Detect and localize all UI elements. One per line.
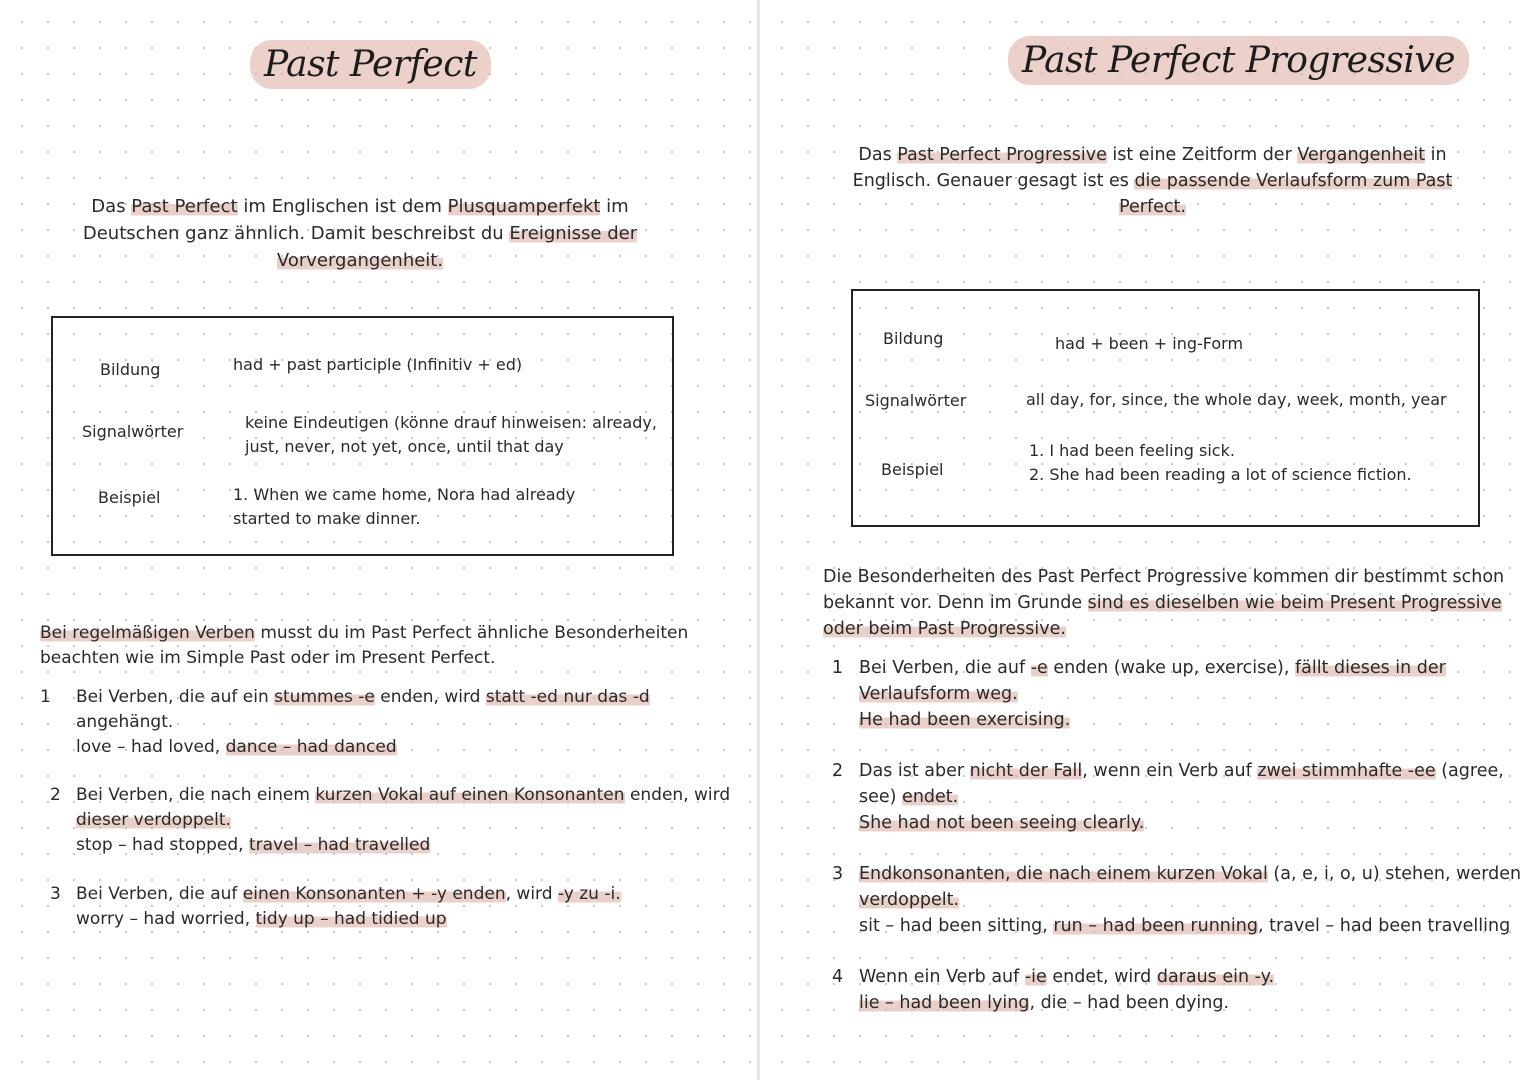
highlight: Verlaufsform weg. — [859, 684, 1018, 704]
highlight: She had not been seeing clearly. — [859, 813, 1145, 833]
rule-number: 4 — [832, 967, 844, 987]
intro-line — [830, 194, 1475, 220]
intro-paragraph — [40, 193, 680, 274]
left-page — [0, 0, 757, 1080]
rule-item — [40, 882, 720, 937]
rule-item — [832, 964, 1512, 1019]
title-highlight: Past Perfect Progressive — [1008, 36, 1469, 85]
rule-body: Bei Verben, die nach einem kurzen Vokal auf einen Konsonanten enden, wird dieser verdoppelt. stop – had stopped, travel – had travelled — [76, 785, 731, 855]
signal-label: Signalwörter — [82, 422, 184, 441]
highlight: Ereignisse der — [509, 223, 638, 244]
highlight: Vorvergangenheit. — [276, 250, 444, 271]
signal-value: keine Eindeutigen (könne drauf hinweisen: already, just, never, not yet, once, until that day — [245, 413, 657, 456]
bildung-label: Bildung — [883, 329, 944, 348]
rule-body: Bei Verben, die auf ein stummes -e enden, wird statt -ed nur das -d angehängt. love – had loved, dance – had danced — [76, 687, 650, 757]
signal-label: Signalwörter — [865, 391, 967, 410]
highlight: fällt dieses in der — [1294, 658, 1446, 678]
rule-number: 2 — [50, 785, 61, 805]
rule-number: 1 — [40, 687, 51, 707]
highlight: kurzen Vokal auf einen Konsonanten — [315, 785, 625, 805]
beispiel-label: Beispiel — [98, 488, 161, 507]
title-highlight: Past Perfect — [250, 40, 491, 89]
highlight: -e — [1030, 658, 1048, 678]
highlight: verdoppelt. — [859, 890, 960, 910]
page-title — [1008, 40, 1469, 81]
rule-item — [832, 758, 1522, 838]
rule-item — [40, 783, 740, 863]
rule-body: Bei Verben, die auf einen Konsonanten + -y enden, wird -y zu -i. worry – had worried, tidy up – had tidied up — [76, 884, 621, 929]
intro-line: Das Past Perfect im Englischen ist dem Plusquamperfekt im — [91, 196, 629, 217]
highlight: lie – had been lying — [859, 993, 1030, 1013]
rule-item — [832, 861, 1522, 941]
highlight: nicht der Fall — [969, 761, 1083, 781]
rules-intro — [40, 621, 688, 671]
rule-number: 3 — [832, 864, 844, 884]
intro-line: Das Past Perfect Progressive ist eine Zeitform der Vergangenheit in — [858, 145, 1447, 165]
highlight: dance – had danced — [225, 737, 397, 757]
highlight: Vergangenheit — [1297, 145, 1426, 165]
rules-intro-line: beachten wie im Simple Past oder im Present Perfect. — [40, 648, 496, 668]
highlight: run – had been running — [1053, 916, 1258, 936]
highlight: dieser verdoppelt. — [76, 810, 231, 830]
highlight: stummes -e — [274, 687, 375, 707]
grammar-table — [851, 289, 1480, 527]
rules-intro-line: bekannt vor. Denn im Grunde sind es dieselben wie beim Present Progressive — [823, 593, 1502, 613]
rule-body: Wenn ein Verb auf -ie endet, wird daraus ein -y. lie – had been lying, die – had been dying. — [859, 967, 1275, 1013]
highlight: Past Perfect Progressive — [897, 145, 1107, 165]
signal-value: all day, for, since, the whole day, week, month, year — [1026, 390, 1447, 409]
rule-body: Bei Verben, die auf -e enden (wake up, exercise), fällt dieses in der Verlaufsform weg. He had been exercising. — [859, 658, 1446, 730]
highlight: einen Konsonanten + -y enden — [242, 884, 506, 904]
rule-item — [40, 685, 720, 765]
bildung-value: had + been + ing-Form — [1055, 334, 1244, 353]
highlight: travel – had travelled — [248, 835, 431, 855]
highlight: endet. — [902, 787, 959, 807]
highlight: statt -ed nur das -d — [485, 687, 650, 707]
rules-intro-line: Bei regelmäßigen Verben musst du im Past Perfect ähnliche Besonderheiten — [40, 623, 689, 643]
bildung-value: had + past participle (Infinitiv + ed) — [233, 355, 523, 374]
highlight: daraus ein -y. — [1156, 967, 1275, 987]
right-page — [760, 0, 1525, 1080]
highlight: Plusquamperfekt — [447, 196, 601, 217]
highlight: sind es dieselben wie beim Present Progressive — [1087, 593, 1502, 613]
highlight: zwei stimmhafte -ee — [1257, 761, 1436, 781]
rule-number: 1 — [832, 658, 844, 678]
rule-body: Endkonsonanten, die nach einem kurzen Vokal (a, e, i, o, u) stehen, werden verdoppelt. sit – had been sitting, run – had been running, travel – had been travelling — [859, 864, 1522, 936]
page-title — [250, 44, 491, 85]
highlight: die passende Verlaufsform zum Past — [1134, 171, 1453, 191]
rule-body: Das ist aber nicht der Fall, wenn ein Verb auf zwei stimmhafte -ee (agree, see) endet. She had not been seeing clearly. — [859, 761, 1504, 833]
highlight: He had been exercising. — [859, 710, 1071, 730]
rule-item — [832, 655, 1512, 735]
highlight: -y zu -i. — [557, 884, 621, 904]
intro-line — [40, 247, 680, 274]
highlight: Endkonsonanten, die nach einem kurzen Vokal — [859, 864, 1268, 884]
highlight: Bei regelmäßigen Verben — [40, 623, 255, 643]
highlight: Past Perfect — [131, 196, 238, 217]
highlight: Perfect. — [1119, 197, 1186, 217]
beispiel-value: 1. I had been feeling sick. 2. She had been reading a lot of science fiction. — [1029, 441, 1412, 484]
highlight: tidy up – had tidied up — [255, 909, 447, 929]
highlight: oder beim Past Progressive. — [823, 619, 1066, 639]
rules-intro — [823, 564, 1504, 642]
beispiel-value: 1. When we came home, Nora had already started to make dinner. — [233, 485, 576, 528]
grammar-table — [51, 316, 674, 556]
intro-line: Deutschen ganz ähnlich. Damit beschreibst du Ereignisse der — [82, 223, 638, 244]
rules-intro-line: Die Besonderheiten des Past Perfect Progressive kommen dir bestimmt schon — [823, 567, 1505, 587]
rule-number: 2 — [832, 761, 844, 781]
bildung-label: Bildung — [100, 360, 161, 379]
beispiel-label: Beispiel — [881, 460, 944, 479]
intro-paragraph — [830, 142, 1475, 220]
intro-line: Englisch. Genauer gesagt ist es die passende Verlaufsform zum Past — [852, 171, 1453, 191]
highlight: -ie — [1024, 967, 1047, 987]
rule-number: 3 — [50, 884, 61, 904]
rules-intro-line — [823, 616, 1504, 642]
